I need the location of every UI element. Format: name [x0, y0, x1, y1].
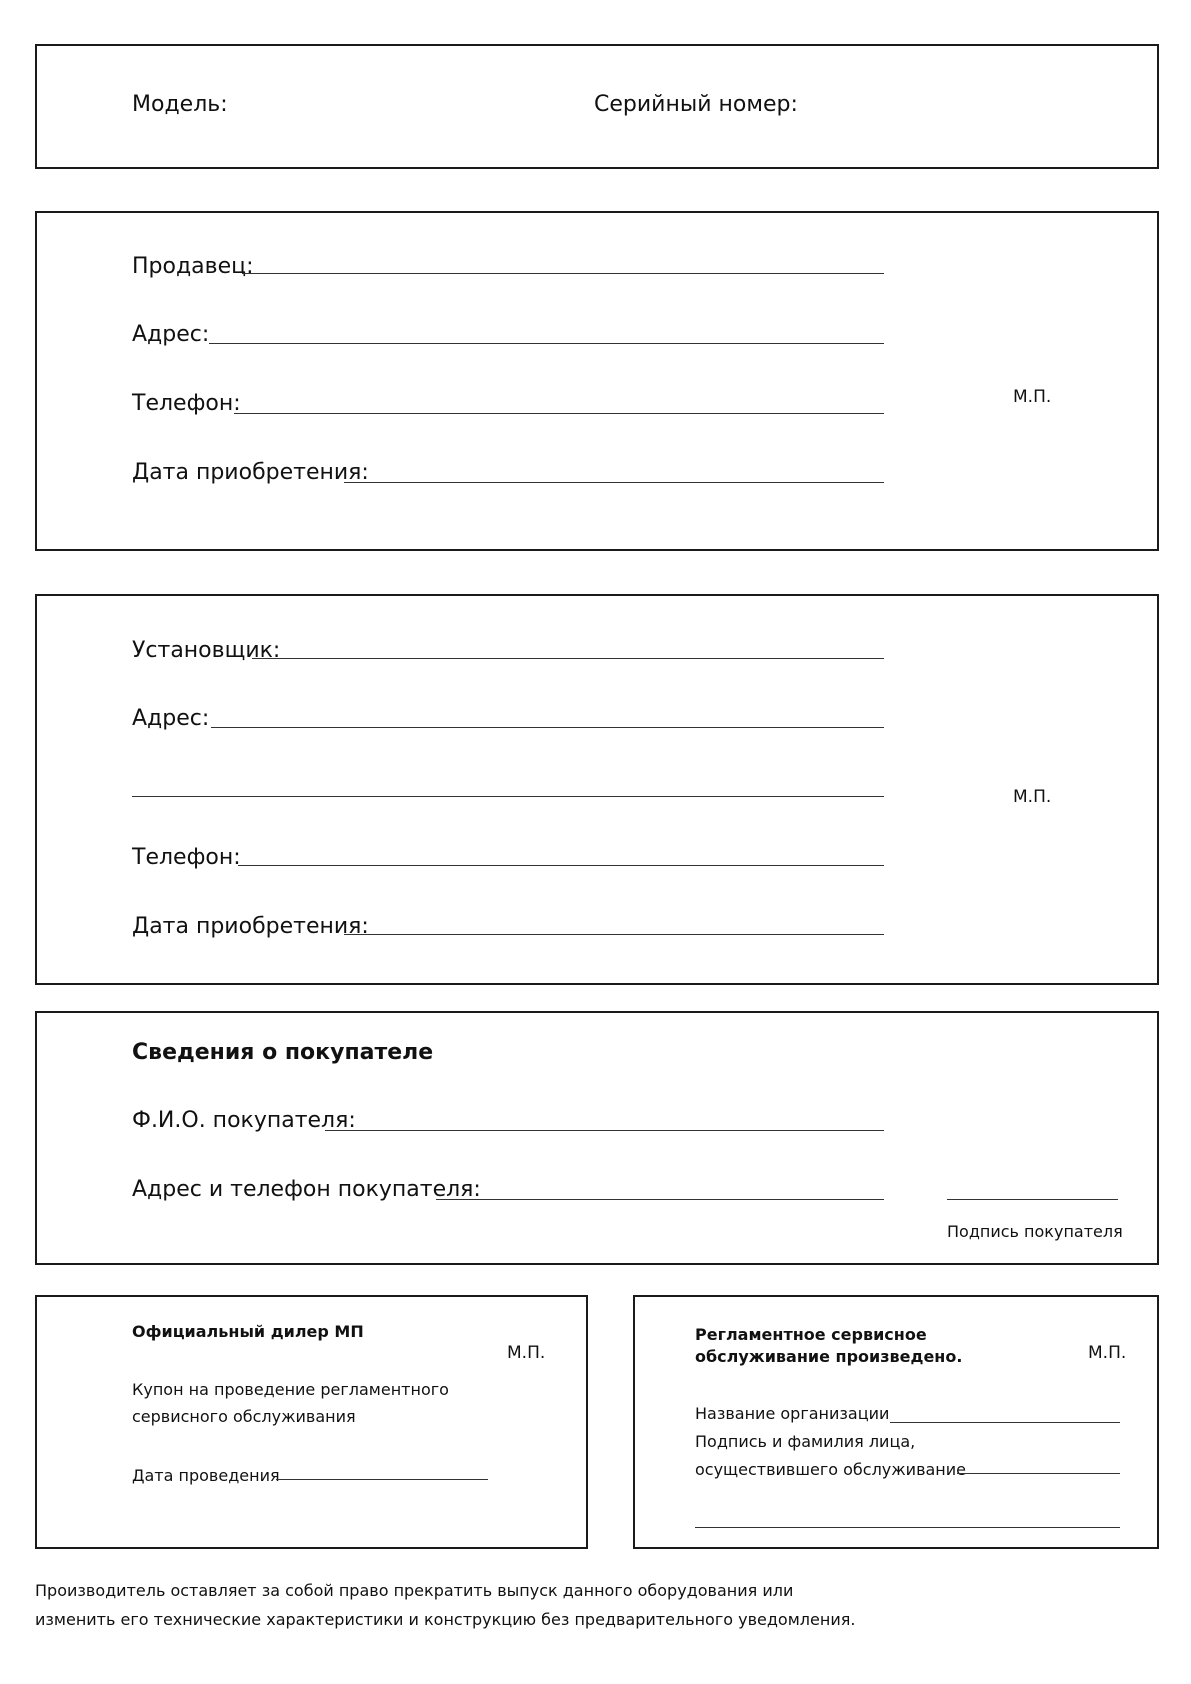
buyer-address-phone-field-line[interactable] [436, 1199, 884, 1200]
service-extra-field-line[interactable] [695, 1527, 1120, 1528]
installer-address-field-line[interactable] [211, 727, 884, 728]
installer-address-second-line[interactable] [132, 796, 884, 797]
installer-label: Установщик: [132, 638, 281, 663]
seller-phone-field-line[interactable] [234, 413, 884, 414]
installer-purchase-date-label: Дата приобретения: [132, 914, 369, 939]
model-label: Модель: [132, 92, 228, 117]
service-signature-label-line2: осуществившего обслуживание [695, 1460, 967, 1479]
installer-address-label: Адрес: [132, 706, 210, 731]
dealer-coupon-text-line2: сервисного обслуживания [132, 1407, 356, 1426]
buyer-address-phone-label: Адрес и телефон покупателя: [132, 1177, 481, 1202]
seller-purchase-date-label: Дата приобретения: [132, 460, 369, 485]
service-stamp-mark: М.П. [1088, 1343, 1127, 1363]
buyer-name-field-line[interactable] [325, 1130, 884, 1131]
buyer-signature-line[interactable] [947, 1199, 1118, 1200]
buyer-name-label: Ф.И.О. покупателя: [132, 1108, 356, 1133]
seller-purchase-date-field-line[interactable] [344, 482, 884, 483]
buyer-section-heading: Сведения о покупателе [132, 1040, 434, 1065]
service-signature-field-line[interactable] [957, 1473, 1120, 1474]
dealer-date-label: Дата проведения [132, 1466, 280, 1485]
service-heading-line2: обслуживание произведено. [695, 1347, 963, 1366]
installer-phone-label: Телефон: [132, 845, 241, 870]
installer-phone-field-line[interactable] [238, 865, 884, 866]
seller-address-field-line[interactable] [209, 343, 884, 344]
service-signature-label-line1: Подпись и фамилия лица, [695, 1432, 916, 1451]
seller-label: Продавец: [132, 254, 254, 279]
dealer-stamp-mark: М.П. [507, 1343, 546, 1363]
serial-number-label: Серийный номер: [594, 92, 798, 117]
service-org-field-line[interactable] [890, 1422, 1120, 1423]
dealer-coupon-text-line1: Купон на проведение регламентного [132, 1380, 449, 1399]
installer-purchase-date-field-line[interactable] [344, 934, 884, 935]
seller-stamp-mark: М.П. [1013, 387, 1052, 407]
footer-disclaimer-line1: Производитель оставляет за собой право прекратить выпуск данного оборудования или [35, 1581, 794, 1600]
seller-address-label: Адрес: [132, 322, 210, 347]
dealer-date-field-line[interactable] [276, 1479, 488, 1480]
seller-field-line[interactable] [242, 273, 884, 274]
seller-phone-label: Телефон: [132, 391, 241, 416]
footer-disclaimer-line2: изменить его технические характеристики и конструкцию без предварительного уведомления. [35, 1610, 856, 1629]
service-heading-line1: Регламентное сервисное [695, 1325, 927, 1344]
buyer-signature-caption: Подпись покупателя [947, 1222, 1123, 1241]
service-org-label: Название организации [695, 1404, 890, 1423]
installer-field-line[interactable] [252, 658, 884, 659]
dealer-heading: Официальный дилер МП [132, 1322, 364, 1341]
installer-stamp-mark: М.П. [1013, 787, 1052, 807]
